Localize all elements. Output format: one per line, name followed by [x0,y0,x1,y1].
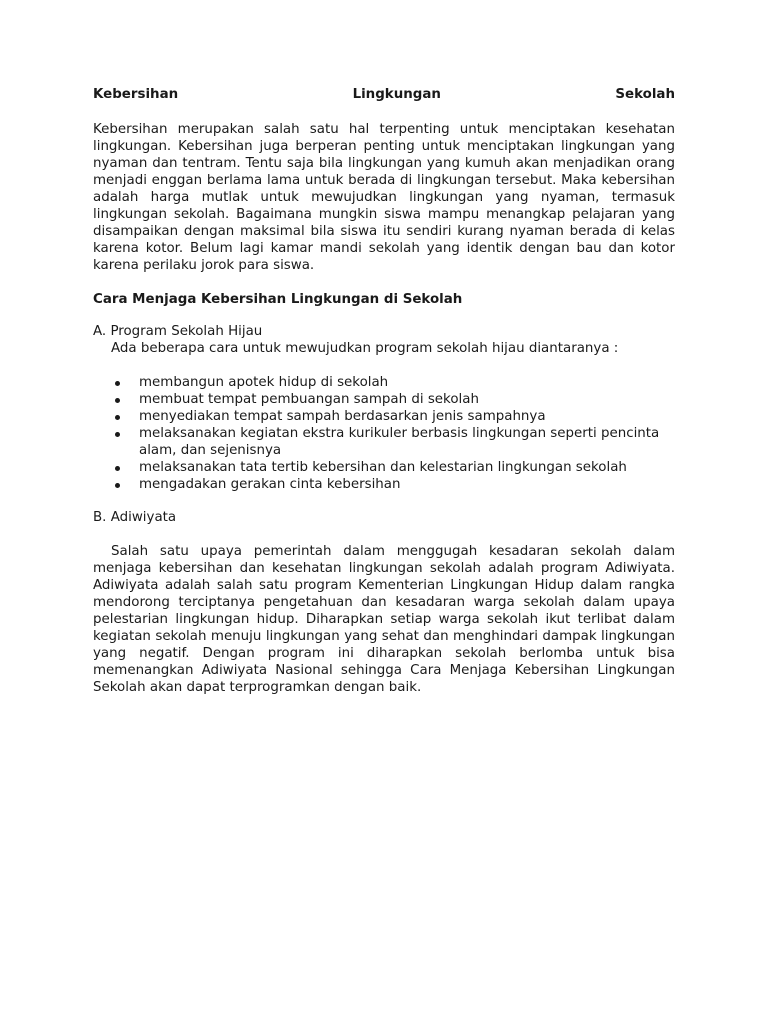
document-title [93,86,675,103]
bullet-icon [115,398,120,403]
title-word-lingkungan: Lingkungan [352,87,441,102]
list-item [93,391,675,408]
bullet-icon [115,432,120,437]
document-page [93,86,675,696]
section-heading: Cara Menjaga Kebersihan Lingkungan di Sekolah [93,292,463,307]
section-a-intro: Ada beberapa cara untuk mewujudkan program sekolah hijau diantaranya : [111,341,619,356]
list-item-text: menyediakan tempat sampah berdasarkan jenis sampahnya [139,409,546,424]
list-item-text: melaksanakan kegiatan ekstra kurikuler berbasis lingkungan seperti pencinta alam, dan sejenisnya [139,426,660,458]
bullet-icon [115,466,120,471]
section-a-list [93,374,675,493]
list-item [93,459,675,476]
list-item [93,408,675,425]
list-item [93,374,675,391]
title-word-sekolah: Sekolah [615,87,675,102]
list-item [93,476,675,493]
list-item-text: membuat tempat pembuangan sampah di sekolah [139,392,479,407]
intro-paragraph: Kebersihan merupakan salah satu hal terpenting untuk menciptakan kesehatan lingkungan. Kebersihan juga berperan penting untuk menciptakan lingkungan yang nyaman dan tentram. Tentu saja bila lingkungan yang kumuh akan menjadikan orang menjadi enggan berlama lama untuk berada di lingkungan tersebut. Maka kebersihan adalah harga mutlak untuk mewujudkan lingkungan yang nyaman, termasuk lingkungan sekolah. Bagaimana mungkin siswa mampu menangkap pelajaran yang disampaikan dengan maksimal bila siswa itu sendiri kurang nyaman berada di kelas karena kotor. Belum lagi kamar mandi sekolah yang identik dengan bau dan kotor karena perilaku jorok para siswa. [93,122,675,273]
section-b-label: B. Adiwiyata [93,510,177,525]
list-item-text: membangun apotek hidup di sekolah [139,375,389,390]
section-b-paragraph: Salah satu upaya pemerintah dalam menggugah kesadaran sekolah dalam menjaga kebersihan dan kesehatan lingkungan sekolah adalah program Adiwiyata. Adiwiyata adalah salah satu program Kementerian Lingkungan Hidup dalam rangka mendorong terciptanya pengetahuan dan kesadaran warga sekolah dalam upaya pelestarian lingkungan hidup. Diharapkan setiap warga sekolah ikut terlibat dalam kegiatan sekolah menuju lingkungan yang sehat dan menghindari dampak lingkungan yang negatif. Dengan program ini diharapkan sekolah berlomba untuk bisa memenangkan Adiwiyata Nasional sehingga Cara Menjaga Kebersihan Lingkungan Sekolah akan dapat terprogramkan dengan baik. [93,544,675,695]
list-item-text: melaksanakan tata tertib kebersihan dan kelestarian lingkungan sekolah [139,460,627,475]
list-item-text: mengadakan gerakan cinta kebersihan [139,477,401,492]
list-item [93,425,675,459]
title-word-kebersihan: Kebersihan [93,87,179,102]
section-a-label: A. Program Sekolah Hijau [93,324,263,339]
bullet-icon [115,483,120,488]
bullet-icon [115,415,120,420]
bullet-icon [115,381,120,386]
